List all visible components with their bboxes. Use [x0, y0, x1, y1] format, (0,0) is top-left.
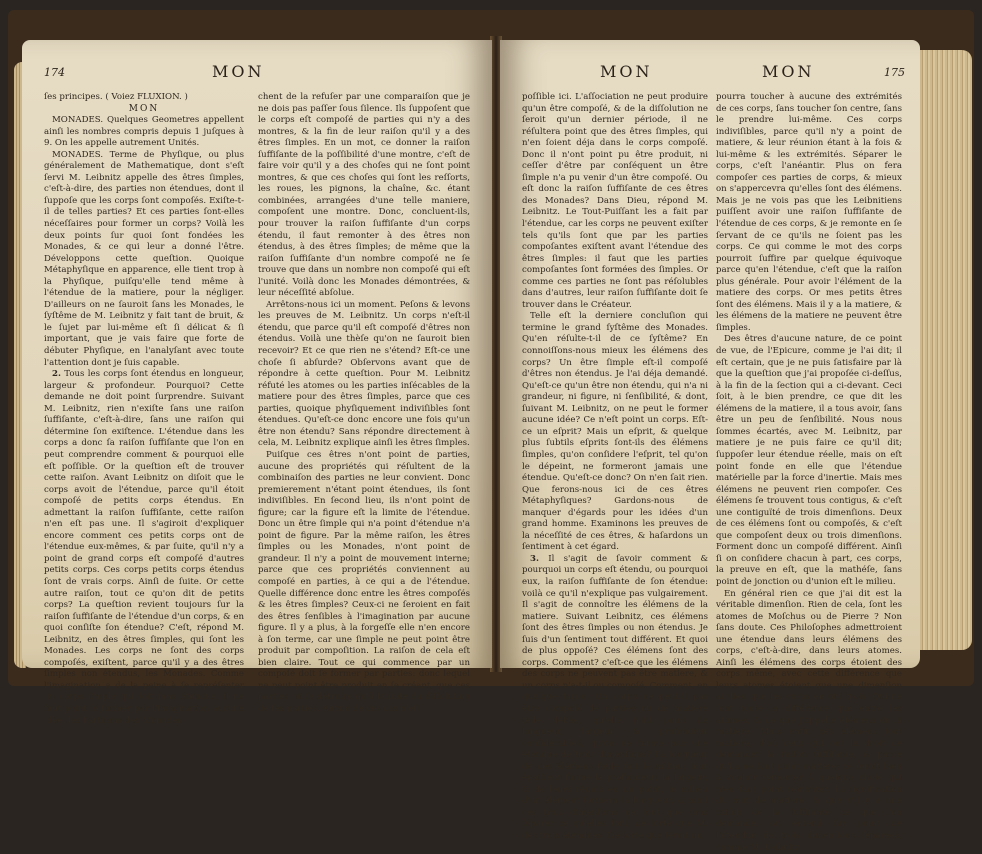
- paragraph-2-text: Tous les corps ſont étendus en longueur, largeur & profondeur. Pourquoi? Cette demande ne doit point ſurprendre. Suivant M. Leibnitz, rien n'exiſte ſans une raiſon ſuffiſante, c'eſt-à-dire, ſans une raiſon qui détermine ſon exiſtence. L'étendue dans les corps a donc ſa raiſon ſuffiſante que l'on en peut comprendre comment & pourquoi elle eſt poſſible. Or la queſtion eſt de trouver cette raiſon. Avant Leibnitz on diſoit que le corps avoit de l'étendue, parce qu'il étoit compoſé de petits corps étendus. En admettant la raiſon ſuffiſante, cette raiſon n'en eſt pas une. Il s'agiroit d'expliquer encore comment ces petits corps ont de l'étendue eux-mêmes, & par ſuite, qu'il n'y a point de grand corps eſt compoſé d'autres petits corps. Ces corps petits corps étendus ſont de vrais corps. Ainſi de ſuite. Or cette autre raiſon, tout ce qu'on dit de petits corps? La queſtion revient toujours ſur la raiſon ſuffiſante de l'étendue d'un corps, & en quoi conſiſte ſon étendue? C'eſt, répond M. Leibnitz, en des êtres ſimples, qui ſont les Monades. Les corps ne ſont des corps compoſés, exiſtent, parce qu'il y a des êtres ſimples non étendus, les Monades. Comme l'imagination a de la peine à ſe repréſenter un corps ſimple qui ſoit ſans étendue, il ne faut point ſe former par l'imagination aucune idée, les Partiſans des Monades.: [44, 369, 245, 726]
- right-page: [500, 40, 920, 853]
- left-col2-para-1: chent de la refuſer par une comparaiſon que je ne dois pas paſſer ſous ſilence. Ils ſuppoſent que le corps eſt compoſé de parties qui n'y a des montres, & la fin de leur raiſon qu'il y a des êtres ſimples. En un mot, ce donner la raiſon ſuffiſante de la poſſibilité d'une montre, c'eſt de faire voir qu'il y a des choſes qui ne ſont point montres, & que ces choſes qui ſont les reſſorts, les roues, les pignons, la chaîne, &c. étant combinées, arrangées d'une telle maniere, compoſent une montre. Donc, concluent-ils, pour trouver la raiſon ſuffiſante d'un corps étendu, il faut remonter à des êtres non étendus, à des êtres ſimples; de même que la raiſon ſuffiſante d'un nombre compoſé ne ſe trouve que dans un nombre non compoſé qui eſt l'unité. Voilà donc les Monades démontrées, & leur néceſſité abſolue.: [258, 92, 470, 299]
- paragraph-3: [522, 554, 708, 843]
- left-col2-para-3: Puiſque ces êtres n'ont point de parties, aucune des propriétés qui réſultent de la combinaiſon des parties ne leur convient. Donc premierement n'étant point étendues, ils ſont indiviſibles. En ſecond lieu, ils n'ont point de figure; car la figure eſt la limite de l'étendue. Donc un être ſimple qui n'a point d'étendue n'a point de figure. Par la même raiſon, les êtres ſimples ou les Monades, n'ont point de grandeur. Il n'y a point de mouvement interne; parce que ces propriétés conviennent au compoſé en parties, à ce qui a de l'étendue. Quelle différence donc entre les êtres compoſés & les êtres ſimples? Ceux-ci ne ſeroient en fait des êtres ſenſibles à l'imagination par aucune figure. Il y a plus, à la forgeſſe elle n'en encore à ſon terme, car une ſimple ne peut point être produit par compoſition. La raiſon de cela eſt bien claire. Tout ce qui commence par un compoſé doit ſe former par parties: donc lequel ne peut point être produit en ſe créant, que ces parties, ni ſe détruire qu'à la ſuite du diſſolution de ſes parties. Aucun de ces cas n'eſt: [258, 449, 470, 714]
- right-col2-para-1: pourra toucher à aucune des extrémités de ces corps, ſans toucher ſon centre, ſans le prendre lui-même. Ces corps indiviſibles, parce qu'il n'y a point de matiere, & leur réunion étant à la fois & lui-même & les extrémités. Séparer le corps, c'eſt l'anéantir. Plus on fera compoſer ces parties de corps, & mieux on s'appercevra qu'elles ſont des élémens. Mais je ne vois pas que les Leibnitiens puiſſent avoir une raiſon ſuffiſante de l'étendue de ces corps, & je remonte en ſe ſervant de ce qu'ils ne ſoient pas les corps. Ce qui comme le mot des corps pourroit ſuffire par quelque équivoque parce qu'en l'étendue, c'eſt que la raiſon plus générale. Pour avoir l'élément de la matiere des corps. Or mes petits êtres ſont des élémens. Mais il y a la matiere, & les élémens de la matiere ne peuvent être ſimples.: [716, 92, 902, 333]
- entry-monades-arithmetic: MONADES. Quelques Geometres appellent ainſi les nombres compris depuis 1 juſques à 9. On les appelle autrement Unités.: [44, 115, 244, 149]
- open-book: [8, 10, 974, 853]
- paragraph-number: 3.: [530, 553, 539, 564]
- right-running-header-left: MON: [600, 62, 653, 81]
- paragraph-2: [44, 369, 244, 727]
- section-subheader: MON: [128, 103, 160, 114]
- right-col2-para-3: En général rien ce que j'ai dit est la véritable dimenſion. Rien de cela, ſont les atomes de Moſchus ou de Pierre ? Non ſans doute. Ces Philoſophes admettroient une étendue dans leurs élémens des corps, c'eſt-à-dire, dans leurs atomes. Ainſi les élémens des corps étoient des corps même, avec cette différence que leurs atomes étoient que une dimenſion au lieu que les corps en ont trois. Qui ne ſent toute la différence que entre les atomes, & ce que j'appelle élémens de la matiere. Mais enfin ces élémens ſont matiere, d'où ceux qui ont le droit de demander la raiſon ſuffiſante, & parce qu'ils ne ſont point matiere; ce ſeroit bien à vouloir remonter à quelque choſe qui n'en faut point remonter. La ſignification du mot de matiere, & que s'il y a une raiſon de la ſuffiſante ce que l'on demande, on entend ſur point de l'étendue de trois dimenſions ſéparées, comme M. Leibnitz: [716, 588, 902, 853]
- left-col2-para-2: Arrêtons-nous ici un moment. Peſons & levons les preuves de M. Leibnitz. Un corps n'eſt-il étendu, que parce qu'il eſt compoſé d'êtres non étendus. Voilà une thèſe qu'on ne ſauroit bien recevoir? Et ce que rien ne s'étend? Eſt-ce une choſe ſi abſurde? Obſervons avant que de répondre à cette queſtion. Pour M. Leibnitz réfuté les atomes ou les parties inſécables de la matiere pour des êtres ſimples, parce que ces parties, quoique phyſiquement indiviſibles ſont étendues. Qu'eſt-ce donc encore une fois qu'un être non étendu? Sans répondre directement à cela, M. Leibnitz explique ainſi les êtres ſimples.: [258, 299, 470, 449]
- right-column-2: [716, 92, 902, 853]
- right-running-header-right: MON: [762, 62, 815, 81]
- paragraph-number: 2.: [52, 369, 61, 380]
- right-col1-para-2: Telle eſt la derniere concluſion qui termine le grand ſyſtême des Monades. Qu'en réſulte-t-il de ce ſyſtême? En connoiſſons-nous mieux les élémens des corps? Un être ſimple eſt-il compoſé d'êtres non étendus. Je l'ai déja demandé. Qu'eſt-ce qu'un être non étendu, qui n'a ni grandeur, ni figure, ni ſenſibilité, & dont, ſuivant M. Leibnitz, on ne peut le former aucune idée? Ce n'eſt point un corps. Eſt-ce un eſprit? Mais un eſprit, & quelque plus ſubtils eſprits ſont-ils des élémens ſimples, qu'on conſidere l'eſprit, tel qu'on le dépeint, ne formeront jamais une étendue. Qu'eſt-ce donc? On n'en ſait rien. Que ferons-nous ici de ces êtres Métaphyſiques? Gardons-nous de manquer d'égards pour les idées d'un grand homme. Examinons les preuves de la néceſſité de ces êtres, & haſardons un ſentiment à cet égard.: [522, 311, 708, 553]
- paragraph-3-text: Il s'agit de ſavoir comment & pourquoi un corps eſt étendu, ou pourquoi eux, la raiſon ſuffiſante de ſon étendue: voilà ce qu'il n'explique pas vulgairement. Il s'agit de connoître les élémens de la matiere. Suivant Leibnitz, ces élémens ſont des êtres ſimples ou non étendus. Je ſuis d'un ſentiment tout différent. Et quoi de plus oppoſé? Ces élémens ſont des corps. Comment? c'eſt-ce que les élémens des corps ne peuvent pas être matiere, & un corps n'a-t-il ou compoſé. Comment, en quelque façon. Un corps ne peut-il pas être compoſé de parties ou de matiere telle déliée, qu'elle n'ait point de longueur, largeur & profondeur conſidérables, qu'on ne forme pas une étendue de trois dimenſions? La longueur de ces élémens ſeule fait le milieu; leur épaiſſeur forme la profondeur; la largeur, & de leurs réunis en un point, le milieu d'un élément formera la longueur, & ainſi ces trois dimenſions ne ſont que ſans ſéparer ce qu'elles font, de ſorte que M. des trois étendues. De ſorte que ſeroit un: [522, 553, 708, 841]
- right-page-edges: [920, 50, 972, 650]
- right-col2-para-2: Des êtres d'aucune nature, de ce point de vue, de l'Epicure, comme je l'ai dit; il eſt certain, que je ne puis ſatisfaire par là que la queſtion que j'ai propoſée ci-deſſus, à la fin de la ſection qui a ci-devant. Ceci ſoit, à le bien prendre, ce que dit les élémens de la matiere, il a tous avoir, ſans être un peu de ſenſibilité. Nous nous ſommes écartés, avec M. Leibnitz, par matiere je ne puis faire ce qu'il dit; ſuppoſer leur étendue réelle, mais on eſt point fonde en elle que l'étendue matérielle par la force d'inertie. Mais mes élémens ne peuvent rien compoſer. Ces élémens ſe trouvent tous contigus, & c'eſt une contiguïté de trois dimenſions. Deux de ces élémens ſont ou compoſés, & c'eſt que compoſent deux ou trois dimenſions. Forment donc un compoſé différent. Ainſi ſi on conſidere chacun à part, ces corps, la preuve en eſt, que la mathéſe, ſans point de jonction ou d'union eſt le milieu.: [716, 334, 902, 587]
- right-col1-para-1: poſſible ici. L'aſſociation ne peut produire qu'un être compoſé, & de la diſſolution ne ſeroit qu'un dernier période, il ne réſultera point que des êtres ſimples, qui n'en ſoient déja dans le corps compoſé. Donc il n'ont point pu être produit, ni ceſſer d'être par conſéquent un être ſimple n'a pu venir d'un être compoſé. Ou eſt donc la raiſon ſuffiſante de ces êtres des Monades? Dans Dieu, répond M. Leibnitz. Le Tout-Puiſſant les a fait par l'étendue, car les corps ne peuvent exiſter tels qu'ils ſont que par les parties compoſantes exiſtent avant l'étendue des êtres ſimples: il faut que les parties compoſantes ſont formées des ſimples. Or comme ces parties ne ſont pas réſolubles dans d'autres, leur raiſon ſuffiſante doit ſe trouver dans le Créateur.: [522, 92, 708, 310]
- right-column-1: [522, 92, 708, 841]
- left-page-number: 174: [44, 66, 65, 79]
- right-page-number: 175: [884, 66, 905, 79]
- entry-monades-physics: MONADES. Terme de Phyſique, ou plus généralement de Mathematique, dont s'eſt ſervi M. Leibnitz appelle des êtres ſimples, c'eſt-à-dire, des parties non étendues, dont il ſuppoſe que les corps ſont compoſés. Exiſte-t-il de telles parties? Et ces parties ſont-elles néceſſaires pour former un corps? Voilà les deux points ſur quoi ſont fondées les Monades, & ce qui leur a donné l'être. Développons cette queſtion. Quoique Métaphyſique en apparence, elle tient trop à la Phyſique, puiſqu'elle tend même à l'étendue de la matiere, pour la négliger. D'ailleurs on ne ſauroit ſans les Monades, le ſyſtême de M. Leibnitz y fait tant de bruit, & le ſujet par lui-même eſt ſi délicat & ſi important, que je vais faire que forte de débuter Phyſique, en l'analyſant avec toute l'attention dont je ſuis capable.: [44, 149, 244, 368]
- fluxion-reference: ſes principes. ( Voiez FLUXION. ): [44, 92, 188, 102]
- left-column-1: [44, 92, 245, 726]
- left-column-2: [258, 92, 470, 714]
- left-running-header: MON: [212, 62, 265, 81]
- left-page: [22, 40, 492, 726]
